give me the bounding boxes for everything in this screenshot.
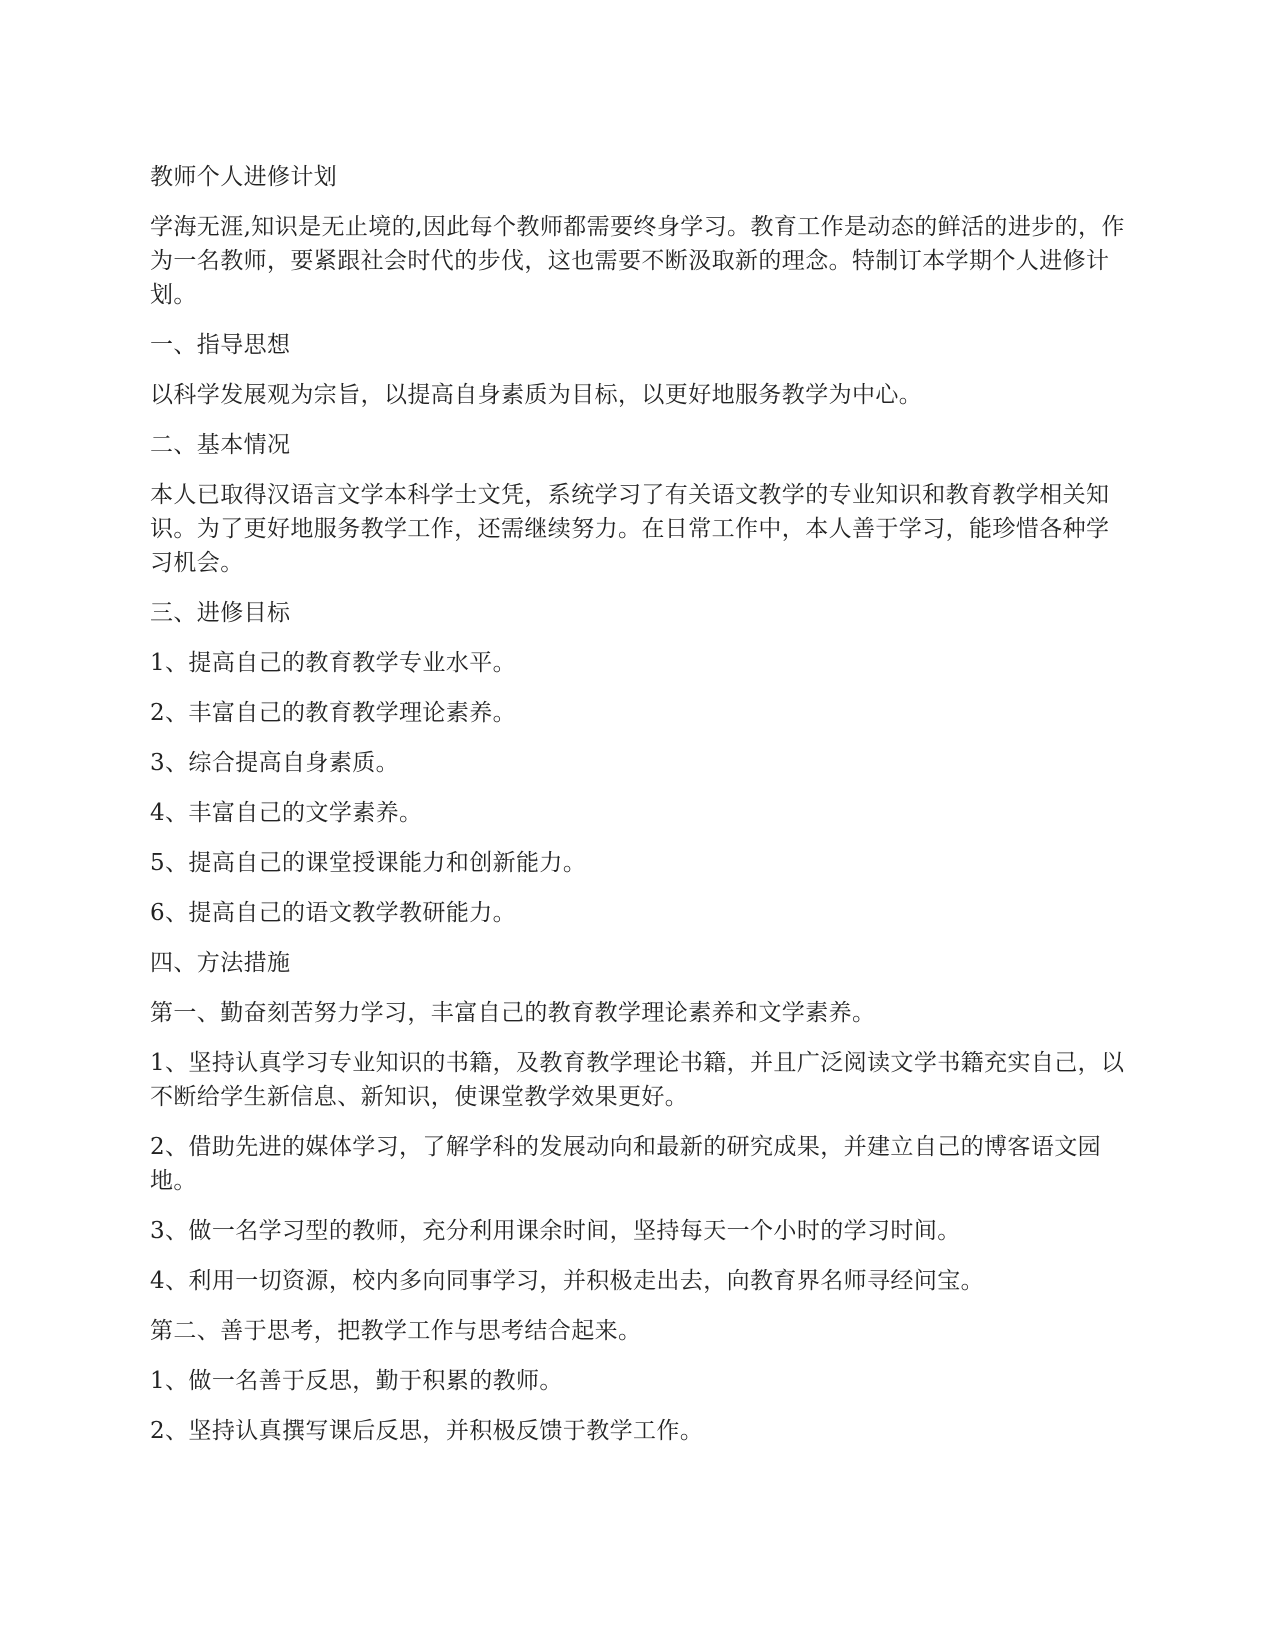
section-heading-guiding-ideology: 一、指导思想 (150, 332, 291, 358)
goal-item: 6、提高自己的语文教学教研能力。 (150, 900, 517, 926)
method-item: 1、做一名善于反思，勤于积累的教师。 (150, 1368, 563, 1394)
document-title: 教师个人进修计划 (150, 164, 338, 190)
intro-paragraph: 学海无涯,知识是无止境的,因此每个教师都需要终身学习。教育工作是动态的鲜活的进步的，作为一名教师，要紧跟社会时代的步伐，这也需要不断汲取新的理念。特制订本学期个人进修计划。 (150, 214, 1125, 308)
method-item: 4、利用一切资源，校内多向同事学习，并积极走出去，向教育界名师寻经问宝。 (150, 1268, 985, 1294)
method-item: 1、坚持认真学习专业知识的书籍，及教育教学理论书籍，并且广泛阅读文学书籍充实自己，以不断给学生新信息、新知识，使课堂教学效果更好。 (150, 1050, 1125, 1110)
goal-item: 1、提高自己的教育教学专业水平。 (150, 650, 517, 676)
method-subheading: 第一、勤奋刻苦努力学习，丰富自己的教育教学理论素养和文学素养。 (150, 1000, 876, 1026)
goal-item: 4、丰富自己的文学素养。 (150, 800, 423, 826)
method-subheading: 第二、善于思考，把教学工作与思考结合起来。 (150, 1318, 642, 1344)
method-item: 2、坚持认真撰写课后反思，并积极反馈于教学工作。 (150, 1418, 704, 1444)
goal-item: 2、丰富自己的教育教学理论素养。 (150, 700, 517, 726)
method-item: 3、做一名学习型的教师，充分利用课余时间，坚持每天一个小时的学习时间。 (150, 1218, 961, 1244)
basic-situation-paragraph: 本人已取得汉语言文学本科学士文凭，系统学习了有关语文教学的专业知识和教育教学相关知识。为了更好地服务教学工作，还需继续努力。在日常工作中，本人善于学习，能珍惜各种学习机会。 (150, 482, 1110, 576)
guiding-ideology-paragraph: 以科学发展观为宗旨，以提高自身素质为目标，以更好地服务教学为中心。 (150, 382, 923, 408)
method-item: 2、借助先进的媒体学习，了解学科的发展动向和最新的研究成果，并建立自己的博客语文园地。 (150, 1134, 1102, 1194)
section-heading-goals: 三、进修目标 (150, 600, 291, 626)
document-page (150, 160, 1130, 1464)
goal-item: 3、综合提高自身素质。 (150, 750, 400, 776)
goal-item: 5、提高自己的课堂授课能力和创新能力。 (150, 850, 587, 876)
section-heading-basic-situation: 二、基本情况 (150, 432, 291, 458)
section-heading-methods: 四、方法措施 (150, 950, 291, 976)
